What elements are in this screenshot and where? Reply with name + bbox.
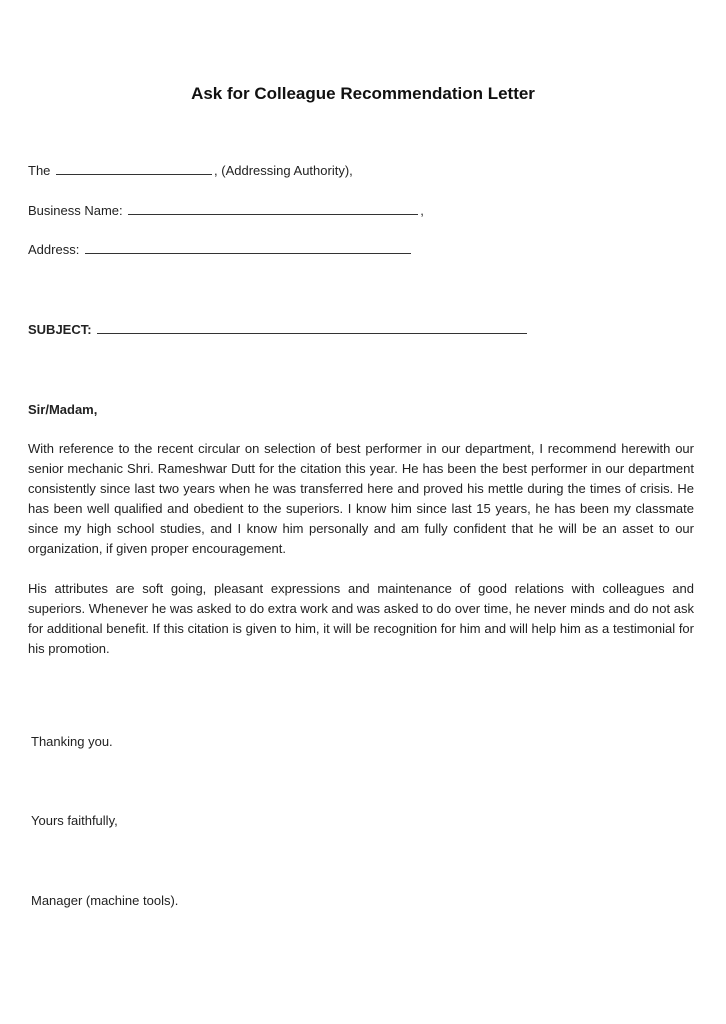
subject-blank[interactable] (97, 321, 527, 334)
salutation: Sir/Madam, (28, 402, 98, 417)
subject-line (28, 321, 529, 338)
letter-title: Ask for Colleague Recommendation Letter (191, 84, 535, 103)
body-paragraph-2: His attributes are soft going, pleasant expressions and maintenance of good relations with colleagues and superiors. Whenever he was asked to do extra work and was asked to do over time, he never minds and do not ask for additional benefit. If this citation is given to him, it will be recognition for him and will help him as a testimonial for his promotion. (28, 581, 694, 656)
body-paragraph-1: With reference to the recent circular on selection of best performer in our department, I recommend herewith our senior mechanic Shri. Rameshwar Dutt for the citation this year. He has been the best performer in our department consistently since last two years when he was transferred here and proved his mettle during the times of crisis. He has been well qualified and obedient to the superiors. I know him since last 15 years, he has been my classmate since my high school studies, and I know him personally and am fully confident that he will be an asset to our organization, if given proper encouragement. (28, 441, 694, 556)
addressee-prefix: The (28, 163, 51, 178)
address-blank[interactable] (85, 241, 411, 254)
signatory-line: Manager (machine tools). (31, 893, 179, 908)
address-line (28, 241, 413, 258)
business-name-suffix: , (420, 203, 424, 218)
addressee-line (28, 162, 353, 179)
subject-label: SUBJECT: (28, 322, 92, 337)
address-label: Address: (28, 242, 80, 257)
business-name-line (28, 202, 424, 219)
sign-off-line: Yours faithfully, (31, 813, 118, 828)
addressee-blank[interactable] (56, 162, 212, 175)
business-name-blank[interactable] (128, 202, 418, 215)
addressee-suffix: , (Addressing Authority), (214, 163, 353, 178)
thanks-line: Thanking you. (31, 734, 113, 749)
business-name-label: Business Name: (28, 203, 123, 218)
